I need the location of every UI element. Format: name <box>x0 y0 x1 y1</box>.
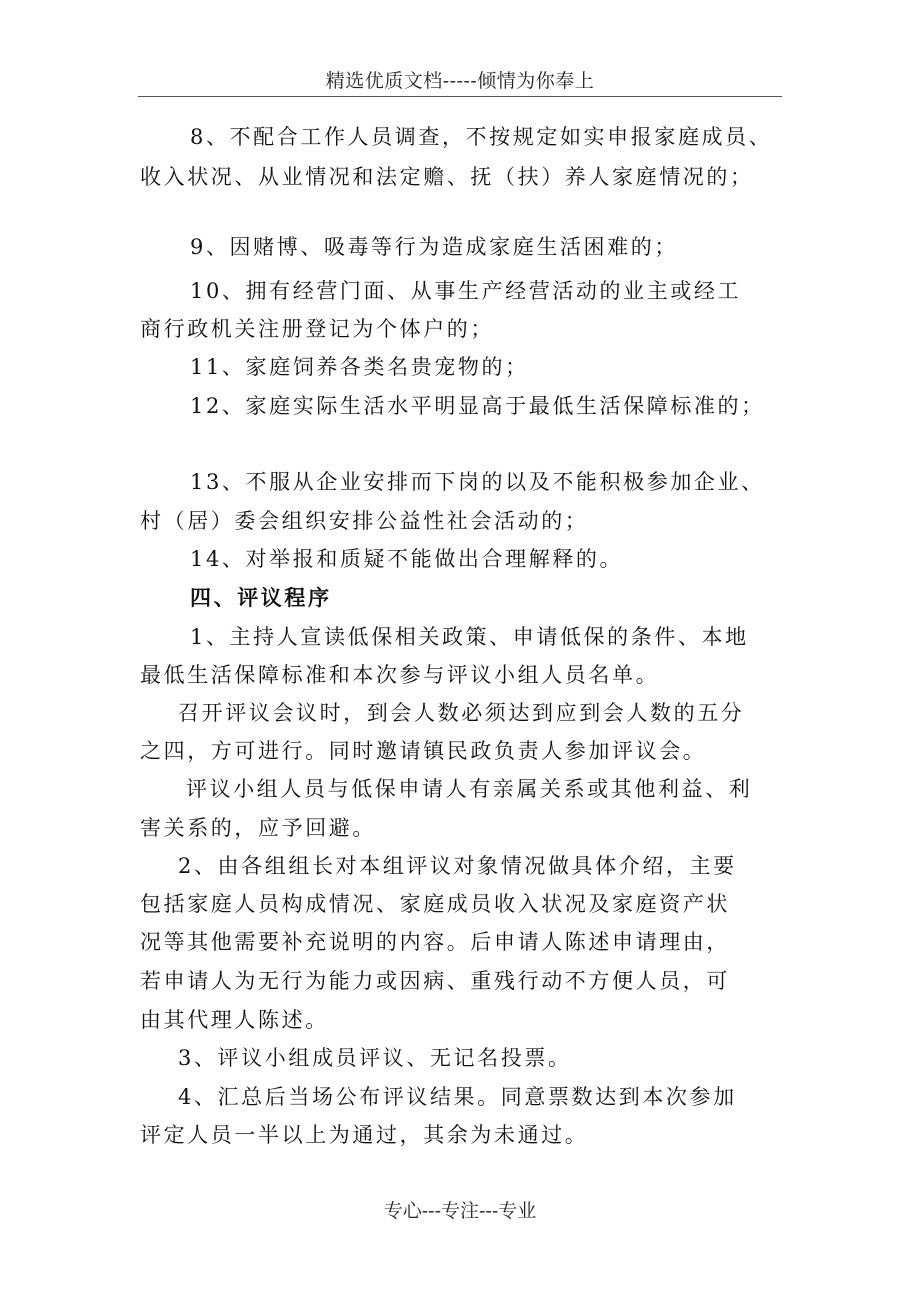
page-header: 精选优质文档-----倾情为你奉上 <box>325 70 595 92</box>
paragraph-line: 14、对举报和质疑不能做出合理解释的。 <box>190 547 624 571</box>
paragraph-line: 收入状况、从业情况和法定赡、抚（扶）养人家庭情况的； <box>140 165 754 189</box>
paragraph-line: 况等其他需要补充说明的内容。后申请人陈述申请理由， <box>140 930 730 954</box>
paragraph-line: 2、由各组组长对本组评议对象情况做具体介绍，主要 <box>178 854 737 878</box>
paragraph-line: 10、拥有经营门面、从事生产经营活动的业主或经工 <box>190 279 742 303</box>
paragraph-line: 1、主持人宣读低保相关政策、申请低保的条件、本地 <box>190 625 749 649</box>
paragraph-line: 8、不配合工作人员调查，不按规定如实申报家庭成员、 <box>190 125 773 149</box>
paragraph-line: 最低生活保障标准和本次参与评议小组人员名单。 <box>140 663 660 687</box>
paragraph-line: 村（居）委会组织安排公益性社会活动的； <box>140 509 589 533</box>
page-footer: 专心---专注---专业 <box>383 1200 537 1222</box>
section-heading: 四、评议程序 <box>190 585 332 610</box>
paragraph-line: 包括家庭人员构成情况、家庭成员收入状况及家庭资产状 <box>140 892 730 916</box>
paragraph-line: 若申请人为无行为能力或因病、重残行动不方便人员，可 <box>140 969 730 993</box>
paragraph-line: 之四，方可进行。同时邀请镇民政负责人参加评议会。 <box>140 739 707 763</box>
paragraph-line: 9、因赌博、吸毒等行为造成家庭生活困难的； <box>190 235 678 259</box>
paragraph-line: 由其代理人陈述。 <box>140 1008 329 1032</box>
paragraph-line: 12、家庭实际生活水平明显高于最低生活保障标准的； <box>190 394 765 418</box>
paragraph-line: 召开评议会议时，到会人数必须达到应到会人数的五分 <box>178 701 745 725</box>
paragraph-line: 3、评议小组成员评议、无记名投票。 <box>178 1046 572 1070</box>
paragraph-line: 评议小组人员与低保申请人有亲属关系或其他利益、利 <box>186 777 753 801</box>
paragraph-line: 11、家庭饲养各类名贵宠物的； <box>190 355 529 379</box>
paragraph-line: 评定人员一半以上为通过，其余为未通过。 <box>140 1123 589 1147</box>
paragraph-line: 4、汇总后当场公布评议结果。同意票数达到本次参加 <box>178 1085 737 1109</box>
paragraph-line: 商行政机关注册登记为个体户的； <box>140 317 494 341</box>
paragraph-line: 13、不服从企业安排而下岗的以及不能积极参加企业、 <box>190 470 765 494</box>
paragraph-line: 害关系的，应予回避。 <box>140 816 376 840</box>
